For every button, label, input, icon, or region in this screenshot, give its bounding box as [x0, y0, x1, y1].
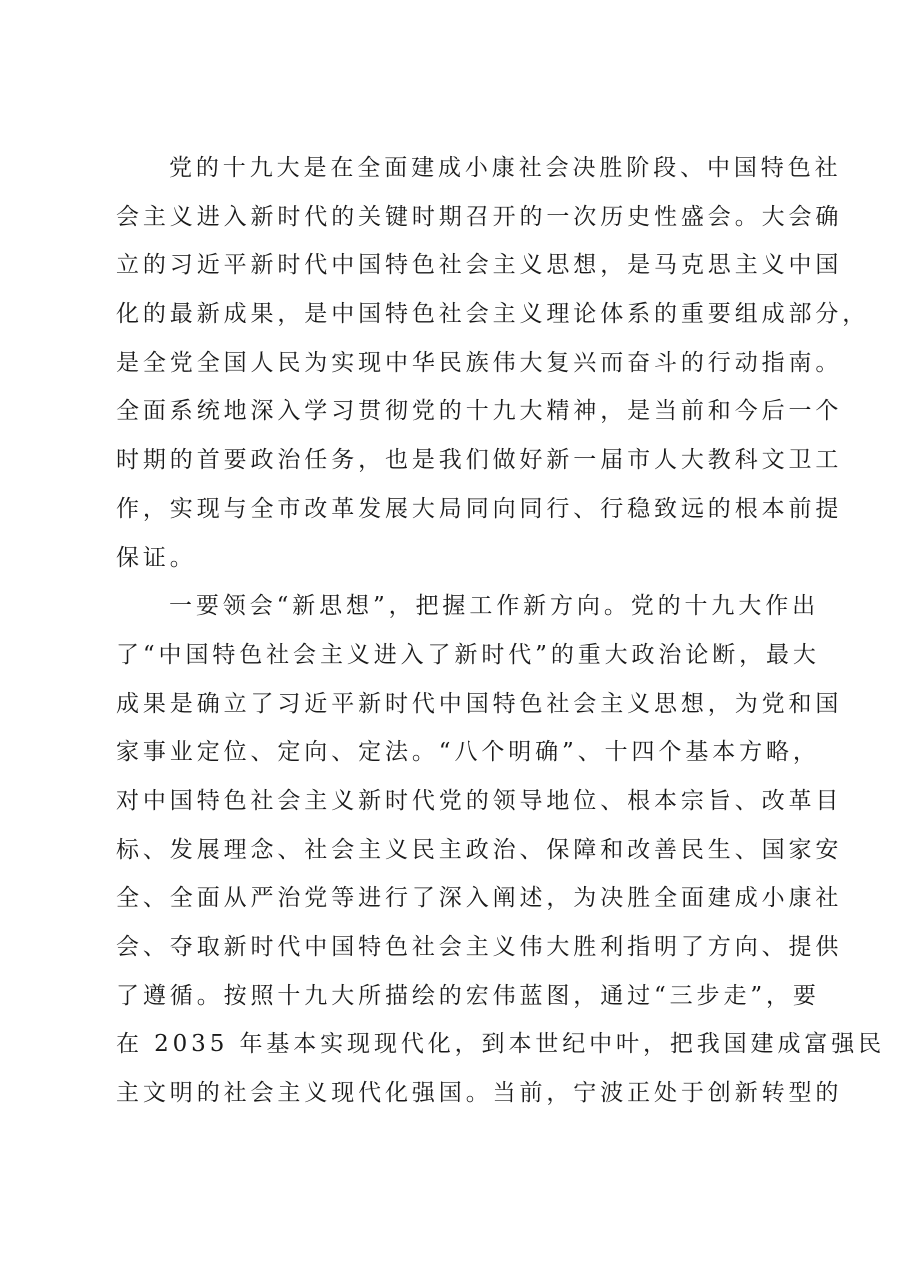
paragraph-line: 成果是确立了习近平新时代中国特色社会主义思想，为党和国	[116, 690, 843, 717]
paragraph-line: 一要领会“新思想”，把握工作新方向。党的十九大作出	[169, 593, 820, 620]
paragraph-line: 党的十九大是在全面建成小康社会决胜阶段、中国特色社	[169, 155, 842, 181]
paragraph-line: 保证。	[116, 544, 197, 571]
paragraph-line: 会、夺取新时代中国特色社会主义伟大胜利指明了方向、提供	[116, 934, 843, 960]
paragraph-line: 家事业定位、定向、定法。“八个明确”、十四个基本方略，	[116, 739, 820, 766]
paragraph-line: 全面系统地深入学习贯彻党的十九大精神，是当前和今后一个	[116, 398, 843, 425]
paragraph-line: 时期的首要政治任务，也是我们做好新一届市人大教科文卫工	[116, 447, 843, 474]
paragraph-line: 标、发展理念、社会主义民主政治、保障和改善民生、国家安	[116, 836, 843, 863]
paragraph-line: 会主义进入新时代的关键时期召开的一次历史性盛会。大会确	[116, 203, 843, 230]
paragraph-line: 了遵循。按照十九大所描绘的宏伟蓝图，通过“三步走”，要	[116, 982, 820, 1009]
paragraph-line: 在 2035 年基本实现现代化，到本世纪中叶，把我国建成富强民	[116, 1031, 886, 1058]
paragraph-line: 主文明的社会主义现代化强国。当前，宁波正处于创新转型的	[116, 1080, 843, 1107]
paragraph-line: 是全党全国人民为实现中华民族伟大复兴而奋斗的行动指南。	[116, 349, 843, 376]
paragraph-line: 全、全面从严治党等进行了深入阐述，为决胜全面建成小康社	[116, 885, 843, 912]
paragraph-line: 对中国特色社会主义新时代党的领导地位、根本宗旨、改革目	[116, 787, 843, 814]
paragraph-1	[116, 144, 870, 582]
paragraph-line: 作，实现与全市改革发展大局同向同行、行稳致远的根本前提	[116, 495, 843, 522]
paragraph-line: 立的习近平新时代中国特色社会主义思想，是马克思主义中国	[116, 252, 843, 279]
body-text	[116, 144, 886, 1118]
paragraph-2	[116, 582, 886, 1118]
paragraph-line: 化的最新成果，是中国特色社会主义理论体系的重要组成部分，	[116, 301, 870, 328]
paragraph-line: 了“中国特色社会主义进入了新时代”的重大政治论断，最大	[116, 641, 820, 668]
